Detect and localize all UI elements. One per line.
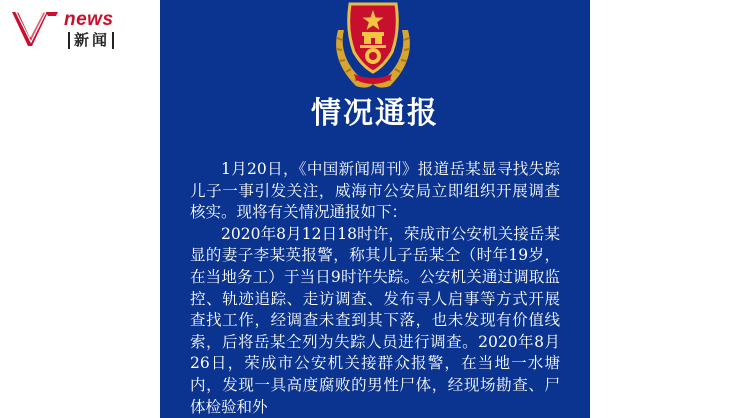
- notice-paragraph-1: 1月20日，《中国新闻周刊》报道岳某显寻找失踪儿子一事引发关注，威海市公安局立即组织开展调查核实。现将有关情况通报如下：: [190, 160, 560, 222]
- notice-paragraph-2: 2020年8月12日18时许，荣成市公安机关接岳某显的妻子李某英报警，称其儿子岳某仝（时年19岁，在当地务工）于当日9时许失踪。公安机关通过调取监控、轨迹追踪、走访调查、发布寻人启事等方式开展查找工作，经调查未查到其下落，也未发现有价值线索，后将岳某仝列为失踪人员进行调查。2020年8月26日，荣成市公安机关接群众报警，在当地一水塘内，发现一具高度腐败的男性尸体，经现场勘查、尸体检验和外: [190, 224, 560, 416]
- notice-panel: [160, 0, 590, 418]
- v-logo-icon: [10, 8, 60, 48]
- notice-body: [190, 159, 560, 418]
- police-emblem-icon: [328, 0, 418, 92]
- notice-title: 情况通报: [311, 96, 439, 131]
- brand-name-en: news: [64, 9, 114, 30]
- brand-logo[interactable]: [10, 8, 140, 48]
- brand-name-cn: 新闻: [68, 32, 110, 49]
